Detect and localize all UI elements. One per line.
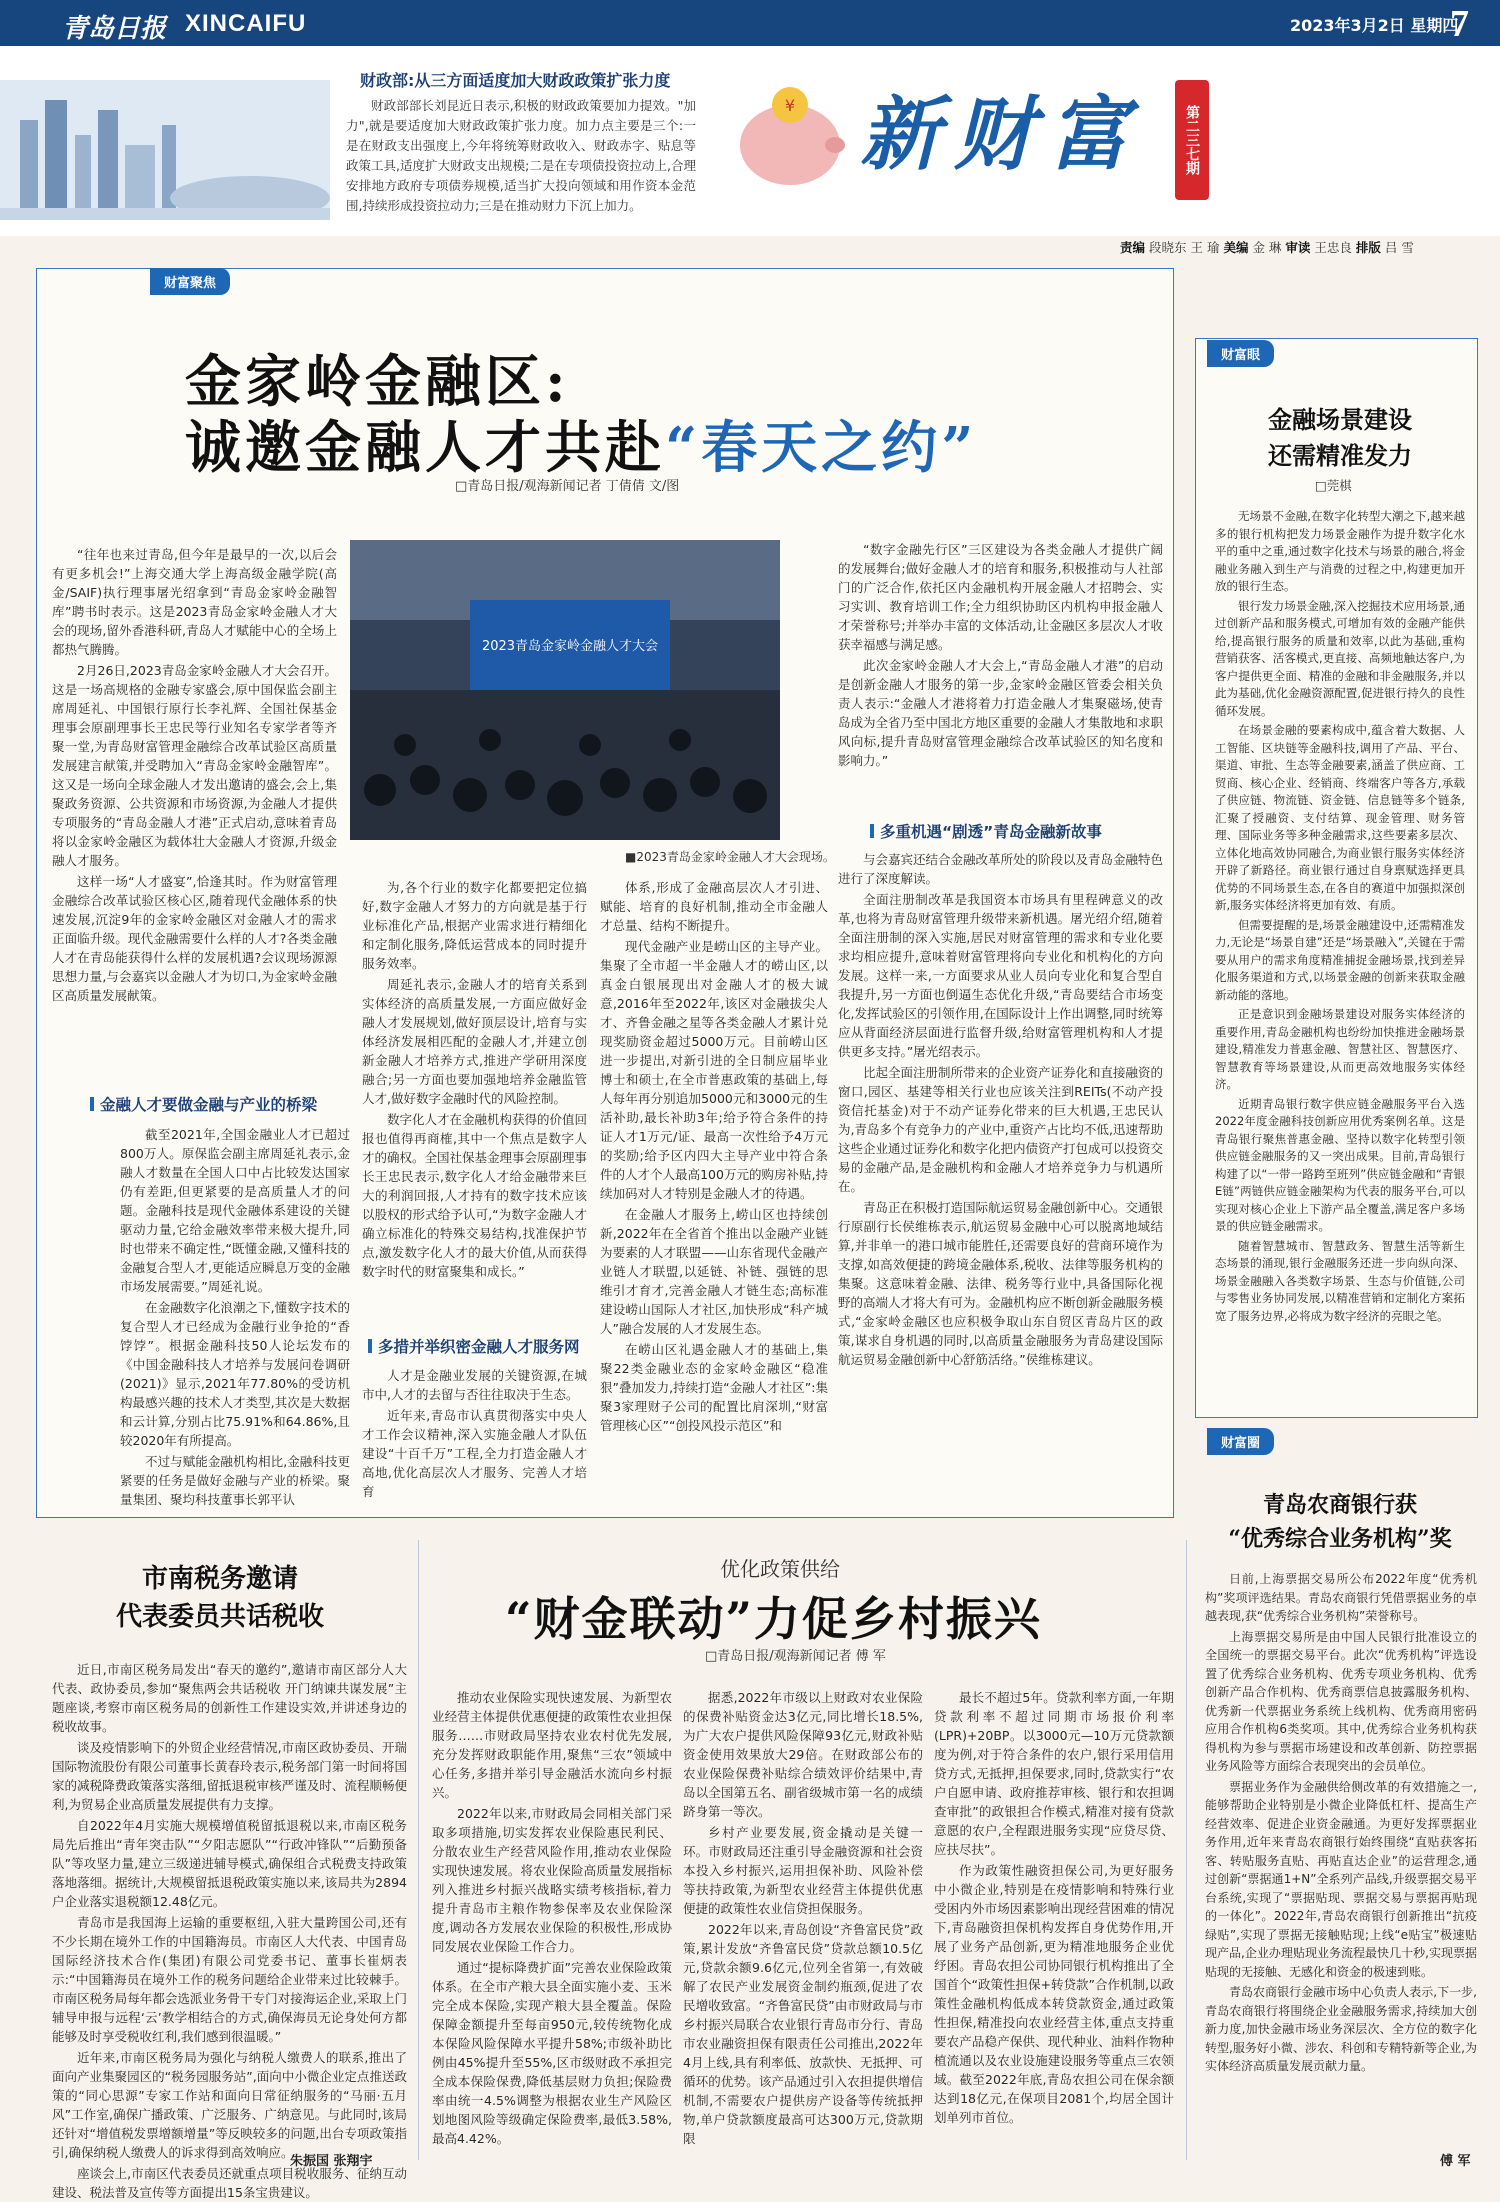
opinion-column xyxy=(1215,508,1465,1408)
photo-caption: ■2023青岛金家岭金融人才大会现场。 xyxy=(625,850,835,864)
tax-p2: 谈及疫情影响下的外贸企业经营情况,市南区政协委员、开瑞国际物流股份有限公司董事长黄春玲表示,税务部门第一时间将国家的减税降费政策落实落细,留抵退税审核严谨及时、流程顺畅便利,为贸易企业高质量发展提供有力支撑。 xyxy=(52,1740,407,1812)
lead-intro-p1: “往年也来过青岛,但今年是最早的一次,以后会有更多机会!”上海交通大学上海高级金融学院(高金/SAIF)执行理事屠光绍拿到“青岛金家岭金融智库”聘书时表示。这是2023青岛金家岭金融人才大会的现场,留外香港科研,青岛人才赋能中心的全场上都热气腾腾。 xyxy=(52,547,337,657)
rural-column-3 xyxy=(934,1688,1174,2143)
issue-date: 2023年3月2日 星期四 xyxy=(1290,16,1459,35)
lead-intro-p2: 2月26日,2023青岛金家岭金融人才大会召开。这是一场高规格的金融专家盛会,原中国保监会副主席周延礼、中国银行原行长李礼辉、全国社保基金理事会原副理事长王忠民等行业知名专家学者等齐聚一堂,为青岛财富管理金融综合改革试验区高质量发展建言献策,并受聘加入“青岛金家岭金融智库”。这又是一场向全球金融人才发出邀请的盛会,会上,集聚政务资源、公共资源和市场资源,为金融人才提供专项服务的“青岛金融人才港”正式启动,意味着青岛将以金家岭金融区为载体壮大金融人才资源,升级金融人才服务。 xyxy=(52,663,337,868)
opinion-p3: 在场景金融的要素构成中,蕴含着大数据、人工智能、区块链等金融科技,调用了产品、平台、渠道、审批、生态等金融要素,涵盖了供应商、工贸商、核心企业、经销商、终端客户等各方,承载了供应链、物流链、资金链、信息链等多个链条,汇聚了授融资、支付结算、现金管理、财务管理、国际业务等多种金融需求,这些要素多层次、立体化地高效协同融合,为商业银行服务实体经济开辟了新路径。商业银行通过自身禀赋选择更具优势的不同场景生态,在各自的赛道中加强拟深创新,服务实体经济将更加有效、有质。 xyxy=(1215,723,1465,912)
opinion-p1: 无场景不金融,在数字化转型大潮之下,越来越多的银行机构把发力场景金融作为提升数字化水平的重中之重,通过数字化技术与场景的融合,将金融业务融入到生产与消费的过程之中,构建更加开放的银行生态。 xyxy=(1215,509,1465,593)
opinion-p7: 随着智慧城市、智慧政务、智慧生活等新生态场景的涌现,银行金融服务还进一步向纵向深、场景金融融入各类数字场景、生态与价值链,公司与零售业务协同发展,以精准营销和定制化方案拓宽了服务边界,必将成为数字经济的亮眼之笔。 xyxy=(1215,1238,1465,1323)
city-skyline-illustration xyxy=(0,80,330,220)
lead-c3-p5: 近年来,青岛市认真贯彻落实中央人才工作会议精神,深入实施金融人才队伍建设“十百千万”工程,全力打造金融人才高地,优化高层次人才服务、完善人才培育 xyxy=(362,1408,587,1499)
lead-c5-p6: 青岛正在积极打造国际航运贸易金融创新中心。交通银行原副行长侯维栋表示,航运贸易金融中心可以脱离地域结算,并非单一的港口城市能胜任,还需要良好的营商环境作为支撑,如高效便捷的跨境金融体系,税收、法律等服务机构的集聚。这意味着金融、法律、税务等行业中,具备国际化视野的高端人才将大有可为。金融机构应不断创新金融服务模式,“金家岭金融区也应积极争取山东自贸区青岛片区的政策,谋求自身机遇的同时,以高质量金融服务为青岛建设国际航运贸易金融创新中心舒筋活络。”侯维栋建议。 xyxy=(838,1200,1164,1367)
lead-c5-p3: 与会嘉宾还结合金融改革所处的阶段以及青岛金融特色进行了深度解读。 xyxy=(838,852,1164,886)
lead-c2-p3: 不过与赋能金融机构相比,金融科技更紧要的任务是做好金融与产业的桥梁。聚量集团、聚均科技董事长郭平认 xyxy=(120,1454,350,1507)
lead-c4-p4: 在崂山区礼遇金融人才的基础上,集聚22类金融业态的金家岭金融区“稳准狠”叠加发力,持续打造“金融人才社区”:集聚3家理财子公司的配置比肩深圳,“财富管理核心区”“创投风投示范区”和 xyxy=(600,1342,828,1433)
rural-column-1 xyxy=(432,1688,672,2146)
column-divider-right xyxy=(1186,1540,1187,2160)
opinion-p2: 银行发力场景金融,深入挖掘技术应用场景,通过创新产品和服务模式,可增加有效的金融产能供给,提高银行服务的质量和效率,以此为基础,重构营销获客、活客模式,更直接、高频地触达客户,为客户提供更全面、精准的金融和非金融服务,并以此为基础,优化金融资源配置,促进银行持久的良性循环发展。 xyxy=(1215,598,1465,718)
lead-c2-p1: 截至2021年,全国金融业人才已超过800万人。原保监会副主席周延礼表示,金融人才数量在全国人口中占比较发达国家仍有差距,但更紧要的是高质量人才的问题。金融科技是现代金融体系建设的关键驱动力量,它给金融效率带来极大提升,同时也带来不确定性,“既懂金融,又懂科技的金融复合型人才,更能适应瞬息万变的金融市场发展需要。”周延礼说。 xyxy=(120,1127,350,1294)
section-tag-eye: 财富眼 xyxy=(1207,340,1274,367)
lead-subheading-2: 多措并举织密金融人才服务网 xyxy=(368,1335,580,1357)
rural-c2-p3: 2022年以来,青岛创设“齐鲁富民贷”政策,累计发放“齐鲁富民贷”贷款总额10.5亿元,贷款余额9.6亿元,位列全省第一,有效破解了农民产业发展资金制约瓶颈,促进了农民增收致富。“齐鲁富民贷”由市财政局与市乡村振兴局联合农业银行青岛市分行、青岛市农业融资担保有限责任公司推出,2022年4月上线,具有利率低、放款快、无抵押、可循环的优势。该产品通过引入农担提供增信机制,不需要农户提供房产设备等传统抵押物,单户贷款额度最高可达300万元,贷款期限 xyxy=(683,1922,923,2146)
page-number: 7 xyxy=(1450,3,1469,45)
proofreader-label: 审读 xyxy=(1285,240,1311,255)
lead-byline: □青岛日报/观海新闻记者 丁倩倩 文/图 xyxy=(455,479,680,494)
rural-c1-p2: 2022年以来,市财政局会同相关部门采取多项措施,切实发挥农业保险惠民利民、分散农业生产经营风险作用,推动农业保险实现快速发展。将农业保险高质量发展指标列入推进乡村振兴战略实绩考核指标,着力提升青岛市主粮作物参保率及农业保险深度,调动各方发展农业保险的积极性,形成协同发展农业保险工作合力。 xyxy=(432,1806,672,1954)
rural-c1-p1: 推动农业保险实现快速发展、为新型农业经营主体提供优惠便捷的政策性农业担保服务……市财政局坚持农业农村优先发展,充分发挥财政职能作用,聚焦“三农”领域中心任务,多措并举引导金融活水流向乡村振兴。 xyxy=(432,1690,672,1800)
lead-column-3 xyxy=(362,878,587,1318)
tax-p4: 青岛市是我国海上运输的重要枢纽,入驻大量跨国公司,还有不少长期在境外工作的中国籍海员。市南区人大代表、中国青岛国际经济技术合作(集团)有限公司党委书记、董事长崔炳表示:“中国籍海员在境外工作的税务问题给企业带来过比较棘手。市南区税务局每年都会选派业务骨干专门对接海运企业,采取上门辅导申报与远程‘云’教学相结合的方式,确保海员无论身处何方都能够及时享受税收红利,我们感到很温暖。” xyxy=(52,1915,407,2044)
tax-headline-line2: 代表委员共话税收 xyxy=(115,1602,324,1632)
lead-c3-p2: 周延礼表示,金融人才的培育关系到实体经济的高质量发展,一方面应做好金融人才发展规划,做好顶层设计,培育与实体经济发展相匹配的金融人才,并建立创新金融人才培养方式,推进产学研用深度融合;另一方面也要加强地培养金融监管人才,做好数字金融时代的风险控制。 xyxy=(362,977,587,1106)
award-headline-line2: “优秀综合业务机构”奖 xyxy=(1228,1526,1452,1552)
rural-c2-p1: 据悉,2022年市级以上财政对农业保险的保费补贴资金达3亿元,同比增长18.5%,为广大农户提供风险保障93亿元,财政补贴资金使用效果放大29倍。在财政部公布的农业保险保费补贴综合绩效评价结果中,青岛以全国第五名、副省级城市第一名的成绩跻身第一等次。 xyxy=(683,1690,923,1819)
lead-subheading-3: 多重机遇“剧透”青岛金融新故事 xyxy=(870,820,1102,842)
brief-headline: 财政部:从三方面适度加大财政政策扩张力度 xyxy=(360,71,671,90)
lead-headline-line1: 金家岭金融区: xyxy=(185,349,570,415)
proofreader-name: 王忠良 xyxy=(1314,240,1352,255)
lead-c3-p4: 人才是金融业发展的关键资源,在城市中,人才的去留与否往往取决于生态。 xyxy=(362,1368,587,1402)
lead-c5-p1: “数字金融先行区”三区建设为各类金融人才提供广阔的发展舞台;做好金融人才的培育和服务,积极推动与人社部门的广泛合作,依托区内金融机构开展金融人才招聘会、实习实训、教育培训工作;全力组织协助区内机构申报金融人才荣誉称号;并举办丰富的文体活动,让金融区多层次人才收获幸福感与满足感。 xyxy=(838,542,1163,652)
brief-body: 财政部部长刘昆近日表示,积极的财政政策要加力提效。"加力",就是要适度加大财政政策扩张力度。加力点主要是三个:一是在财政支出强度上,今年将统筹财政收入、财政赤字、贴息等政策工具,适度扩大财政支出规模;二是在专项债投资拉动上,合理安排地方政府专项债券规模,适当扩大投向领域和用作资本金范围,持续形成投资拉动力;三是在推动财力下沉上加力。 xyxy=(346,98,696,213)
lead-c5-p4: 全面注册制改革是我国资本市场具有里程碑意义的改革,也将为青岛财富管理升级带来新机遇。屠光绍介绍,随着全面注册制的深入实施,居民对财富管理的需求和专业化要求均相应提升,意味着财富管理将向专业化和机构化的方向发展。这样一来,一方面要求从业人员向专业化和复合型自我提升,另一方面也倒逼生态优化升级,“青岛要结合市场变化,发挥试验区的引领作用,在国际设计上作出调整,同时统筹应从背面经济层面进行监督升级,给财富管理机构和人才提供更多支持。”屠光绍表示。 xyxy=(838,892,1163,1059)
column-divider-left xyxy=(418,1540,419,2160)
issue-number-badge: 第二三七期 xyxy=(1175,80,1209,200)
lead-c2-p2: 在金融数字化浪潮之下,懂数字技术的复合型人才已经成为金融行业争抢的“香饽饽”。根据金融科技50人论坛发布的《中国金融科技人才培养与发展问卷调研(2021)》显示,2021年77.80%的受访机构最感兴趣的技术人才类型,其次是大数据和云计算,分别占比75.91%和64.86%,且较2020年有所提高。 xyxy=(120,1300,350,1448)
editor-label: 责编 xyxy=(1120,240,1146,255)
rural-c1-p3: 通过“提标降费扩面”完善农业保险政策体系。在全市产粮大县全面实施小麦、玉米完全成本保险,实现产粮大县全覆盖。保险保障金额提升至每亩950元,较传统物化成本保险风险保障水平提升58%;市级补助比例由45%提升至55%,区市级财政不承担完全成本保险保费,降低基层财力负担;保险费率由统一4.5%调整为根据农业生产风险区划地图风险等级确定保险费率,最低3.58%,最高4.42%。 xyxy=(432,1960,672,2146)
designer-name: 金 琳 xyxy=(1252,240,1282,255)
section-tag-circle: 财富圈 xyxy=(1207,1428,1274,1455)
opinion-headline-line2: 还需精准发力 xyxy=(1268,441,1412,470)
tax-p6: 座谈会上,市南区代表委员还就重点项目税收服务、征纳互动建设、税法普及宣传等方面提出15条宝贵建议。 xyxy=(52,2166,407,2200)
designer-label: 美编 xyxy=(1223,240,1249,255)
conference-photo xyxy=(350,540,780,840)
lead-c4-p3: 在金融人才服务上,崂山区也持续创新,2022年在全省首个推出以金融产业链为要素的人才联盟——山东省现代金融产业链人才联盟,以延链、补链、强链的思维引才育才,完善金融人才链生态;高标准建设崂山国际人才社区,加快形成“科产城人”融合发展的人才发展生态。 xyxy=(600,1207,828,1336)
award-headline-line1: 青岛农商银行获 xyxy=(1262,1492,1417,1518)
piggy-bank-icon xyxy=(725,70,855,200)
lead-headline-highlight: “春天之约” xyxy=(665,415,978,481)
tax-p5: 近年来,市南区税务局为强化与纳税人缴费人的联系,推出了面向产业集聚园区的“税务园服务站”,面向中小微企业定点推送政策的“同心思源”专家工作站和面向日常征纳服务的“马丽·五月风”工作室,确保广播政策、广泛服务、广纳意见。与此同时,该局还针对“增值税发票增额增量”等反映较多的问题,出台专项政策指引,确保纳税人缴费人的诉求得到高效响应。 xyxy=(52,2050,407,2160)
svg-text:¥: ¥ xyxy=(784,96,796,115)
lead-column-2 xyxy=(120,1125,350,1510)
tax-p1: 近日,市南区税务局发出“春天的邀约”,邀请市南区部分人大代表、政协委员,参加“聚焦两会共话税收 开门纳谏共谋发展”主题座谈,考察市南区税务局的创新性工作建设实效,并讲述身边的税收故事。 xyxy=(52,1662,407,1734)
opinion-headline-line1: 金融场景建设 xyxy=(1268,405,1412,434)
rural-column-2 xyxy=(683,1688,923,2146)
masthead-bar xyxy=(0,0,1500,46)
rural-byline: □青岛日报/观海新闻记者 傅 军 xyxy=(705,1649,886,1664)
lead-column-3b xyxy=(362,1366,587,1510)
lead-c3-p3: 数字化人才在金融机构获得的价值回报也值得再商榷,其中一个焦点是数字人才的确权。全国社保基金理事会原副理事长王忠民表示,数字化人才给金融带来巨大的利润回报,人才持有的数字技术应该以股权的形式给予认可,“为数字金融人才确立标准化的特殊交易结构,找准保护节点,激发数字化人才的最大价值,从而获得数字时代的财富聚集和成长。” xyxy=(362,1112,588,1279)
lead-c5-p2: 此次金家岭金融人才大会上,“青岛金融人才港”的启动是创新金融人才服务的第一步,金家岭金融区管委会相关负责人表示:“金融人才港将着力打造金融人才集聚磁场,使青岛成为全省乃至中国北方地区重要的金融人才集散地和求职风向标,提升青岛财富管理金融综合改革试验区的知名度和影响力。” xyxy=(838,658,1164,768)
award-p4: 青岛农商银行金融市场中心负责人表示,下一步,青岛农商银行将围绕企业金融服务需求,持续加大创新力度,加快金融市场业务深层次、全方位的数字化转型,服务好小微、涉农、科创和专精特新等企业,为实体经济高质量发展贡献力量。 xyxy=(1205,1985,1477,2073)
lead-c5-p5: 比起全面注册制所带来的企业资产证券化和直接融资的窗口,园区、基建等相关行业也应该关注到REITs(不动产投资信托基金)对于不动产证券化带来的巨大机遇,王忠民认为,青岛多个有竞争力的产业中,重资产占比均不低,迅速帮助这些企业通过证券化和数字化把内债资产打包成可以投资交易的金融产品,是金融机构和金融人才培养竞争力与机遇所在。 xyxy=(838,1065,1164,1194)
column-name: 新财富 xyxy=(860,87,1142,181)
opinion-p4: 但需要提醒的是,场景金融建设中,还需精准发力,无论是“场景自建”还是“场景融入”,关键在于需要从用户的需求角度精准捕捉金融场景,找到差异化服务渠道和方式,以场景金融的创新来获取金融新动能的落地。 xyxy=(1215,917,1465,1002)
tax-headline xyxy=(85,1560,355,1636)
award-signature: 傅 军 xyxy=(1440,2154,1471,2169)
lead-column-5b xyxy=(838,850,1163,1510)
editor-names: 段晓东 王 瑜 xyxy=(1149,240,1220,255)
opinion-p5: 正是意识到金融场景建设对服务实体经济的重要作用,青岛金融机构也纷纷加快推进金融场景建设,精准发力普惠金融、智慧社区、智慧医疗、智慧教育等场景建设,从而更高效地服务实体经济。 xyxy=(1215,1007,1465,1091)
lead-intro-column xyxy=(52,545,337,1065)
rural-c2-p2: 乡村产业要发展,资金撬动是关键一环。市财政局还注重引导金融资源和社会资本投入乡村振兴,运用担保补助、风险补偿等扶持政策,为新型农业经营主体提供优惠便捷的政策性农业信贷担保服务。 xyxy=(683,1825,923,1916)
rural-kicker: 优化政策供给 xyxy=(720,1557,840,1581)
lead-subheading-1: 金融人才要做金融与产业的桥梁 xyxy=(90,1093,317,1115)
opinion-p6: 近期青岛银行数字供应链金融服务平台入选2022年度金融科技创新应用优秀案例名单。这是青岛银行聚焦普惠金融、坚持以数字化转型引领供应链金融服务的又一突出成果。目前,青岛银行构建了以“一带一路跨至班列”供应链金融和“青银E链”两链供应链金融架构为代表的服务平台,可以实现对核心企业上下游产品全覆盖,满足客户多场景的供应链金融需求。 xyxy=(1215,1096,1465,1233)
rural-c3-p2: 作为政策性融资担保公司,为更好服务中小微企业,特别是在疫情影响和特殊行业受困内外市场因素影响出现经营困难的情况下,青岛融资担保机构发挥自身优势作用,开展了业务产品创新,更为精准地服务企业优纾困。青岛农担公司协同银行机构推出了全国首个“政策性担保+转贷款”合作机制,以政策性金融机构低成本转贷款资金,通过政策性担保,精准投向农业经营主体,重点支持重要农产品稳产保供、现代种业、油料作物种植流通以及农业设施建设服务等重点三农领域。截至2022年底,青岛农担公司在保余额达到18亿元,在保项目2081个,均居全国计划单列市首位。 xyxy=(934,1863,1174,2125)
rural-c3-p1: 最长不超过5年。贷款利率方面,一年期贷款利率不超过同期市场报价利率(LPR)+20BP。以3000元—10万元贷款额度为例,对于符合条件的农户,银行采用信用贷方式,无抵押,担保要求,同时,贷款实行“农户自愿申请、政府推荐审核、银行和农担调查审批”的政银担合作模式,精准对接有贷款意愿的农户,全程跟进服务实现“应贷尽贷、应扶尽扶”。 xyxy=(934,1690,1174,1857)
lead-intro-p3: 这样一场“人才盛宴”,恰逢其时。作为财富管理金融综合改革试验区核心区,随着现代金融体系的快速发展,沉淀9年的金家岭金融区对金融人才的需求正面临升级。现代金融需要什么样的人才?各类金融人才在青岛能获得什么样的发展机遇?会议现场源源思想力量,与会嘉宾以金融人才为切口,为金家岭金融区高质量发展献策。 xyxy=(52,874,337,1003)
lead-headline-line2 xyxy=(185,404,977,484)
layout-label: 排版 xyxy=(1355,240,1381,255)
tax-p3: 自2022年4月实施大规模增值税留抵退税以来,市南区税务局先后推出“青年突击队”“夕阳志愿队”“行政冲锋队”“后勤预备队”等攻坚力量,建立三级递进辅导模式,确保组合式税费支持政策落地落细。据统计,大规模留抵退税政策实施以来,该局共为2894户企业落实退税额12.48亿元。 xyxy=(52,1818,407,1909)
lead-headline-line2-text: 诚邀金融人才共赴 xyxy=(185,415,665,481)
section-code: XINCAIFU xyxy=(185,10,307,37)
award-column xyxy=(1205,1570,1477,2140)
award-p1: 日前,上海票据交易所公布2022年度“优秀机构”奖项评选结果。青岛农商银行凭借票据业务的卓越表现,获“优秀综合业务机构”荣誉称号。 xyxy=(1205,1572,1477,1623)
editor-credits xyxy=(1120,238,1414,256)
tax-signature: 朱振国 张翔宇 xyxy=(290,2154,373,2169)
tax-headline-line1: 市南税务邀请 xyxy=(141,1564,298,1594)
section-tag-focus: 财富聚焦 xyxy=(150,268,230,295)
award-p2: 上海票据交易所是由中国人民银行批准设立的全国统一的票据交易平台。此次“优秀机构”评选设置了优秀综合业务机构、优秀专项业务机构、优秀创新产品合作机构、优秀商票信息披露服务机构、优秀新一代票据业务系统上线机构、优秀商用密码应用合作机构6类奖项。其中,优秀综合业务机构获得机构为参与票据市场建设和改革创新、防控票据业务风险等方面综合表现突出的会员单位。 xyxy=(1205,1629,1477,1773)
newspaper-logo: 青岛日报 xyxy=(62,14,167,44)
award-p3: 票据业务作为金融供给侧改革的有效措施之一,能够帮助企业特别是小微企业降低杠杆、提高生产经营效率、促进企业资金融通。为更好发挥票据业务作用,近年来青岛农商银行始终围绕“直贴获客拓客、转贴服务直贴、再贴直达企业”的运营理念,通过创新“票据通1+N”全系列产品线,升级票据交易平台系统,实现了“票据贴现、票据交易与票据再贴现的一体化”。2022年,青岛农商银行创新推出“抗疫绿贴”,实现了票据无接触贴现;上线“e贴宝”极速贴现产品,企业办理贴现业务流程最快几十秒,实现票据贴现的无接触、无感化和资金的极速到账。 xyxy=(1205,1779,1477,1979)
lead-c3-p1: 为,各个行业的数字化都要把定位搞好,数字金融人才努力的方向就是基于行业标准化产品,根据产业需求进行精细化和定制化服务,降低运营成本的同时提升服务效率。 xyxy=(362,880,587,971)
photo-stage-banner: 2023青岛金家岭金融人才大会 xyxy=(481,639,659,654)
layout-name: 吕 雪 xyxy=(1384,240,1414,255)
lead-c4-p1: 体系,形成了金融高层次人才引进、赋能、培育的良好机制,推动全市金融人才总量、结构不断提升。 xyxy=(600,880,828,933)
opinion-author: □莞棋 xyxy=(1315,478,1352,493)
rural-headline: “财金联动”力促乡村振兴 xyxy=(505,1592,1042,1646)
lead-column-4 xyxy=(600,878,828,1510)
lead-c4-p2: 现代金融产业是崂山区的主导产业。集聚了全市超一半金融人才的崂山区,以真金白银展现出对金融人才的极大诚意,2016年至2022年,该区对金融拔尖人才、齐鲁金融之星等各类金融人才累计兑现奖励资金超过5000万元。目前崂山区进一步提出,对新引进的全日制应届毕业博士和硕士,在全市普惠政策的基础上,每人每年再分别追加5000元和3000元的生活补助,最长补助3年;给予符合条件的持证人才1万元/证、最高一次性给予4万元的奖励;给予区内四大主导产业中符合条件的人才个人最高100万元的购房补贴,持续加码对人才特别是金融人才的待遇。 xyxy=(600,939,828,1201)
